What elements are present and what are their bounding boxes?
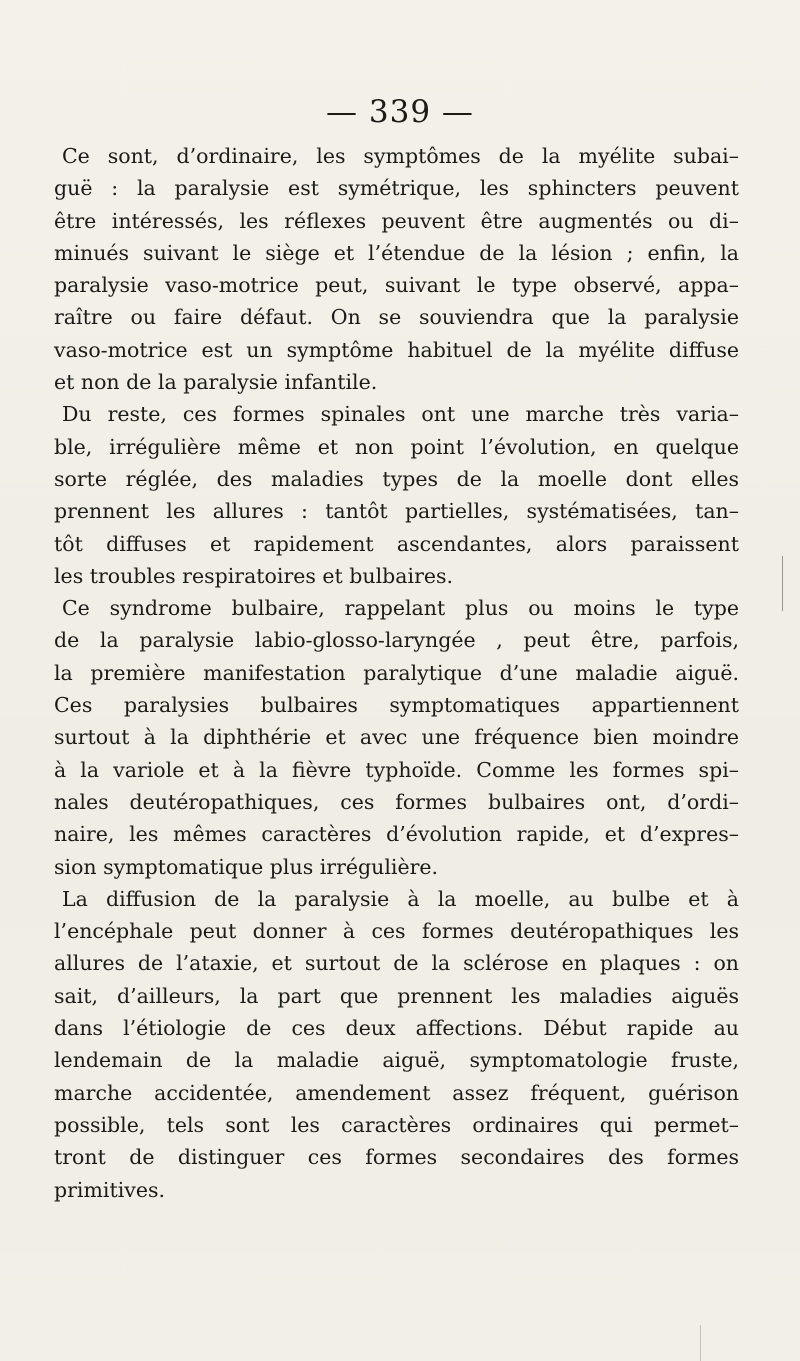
text-line: surtout à la diphthérie et avec une fréquence bien moindre xyxy=(54,725,739,750)
text-line: l’encéphale peut donner à ces formes deutéropathiques les xyxy=(54,919,739,944)
paragraph-3 xyxy=(54,592,739,883)
text-line: vaso-motrice est un symptôme habituel de la myélite diffuse xyxy=(54,337,739,362)
paragraph-1 xyxy=(54,140,739,398)
page-edge-mark xyxy=(782,556,783,611)
text-line: allures de l’ataxie, et surtout de la sclérose en plaques : on xyxy=(54,951,739,976)
body-text xyxy=(54,140,739,1206)
text-line: La diffusion de la paralysie à la moelle, au bulbe et à xyxy=(62,886,739,911)
text-line: sait, d’ailleurs, la part que prennent les maladies aiguës xyxy=(54,983,739,1008)
text-line: Ces paralysies bulbaires symptomatiques appartiennent xyxy=(54,693,739,718)
text-line: sorte réglée, des maladies types de la moelle dont elles xyxy=(54,466,739,491)
text-line: possible, tels sont les caractères ordinaires qui permet– xyxy=(54,1112,739,1137)
text-line: tôt diffuses et rapidement ascendantes, alors paraissent xyxy=(54,531,739,556)
text-line: minués suivant le siège et l’étendue de la lésion ; enfin, la xyxy=(54,240,739,265)
text-line: ble, irrégulière même et non point l’évolution, en quelque xyxy=(54,434,739,459)
text-line: dans l’étiologie de ces deux affections. Début rapide au xyxy=(54,1016,739,1041)
text-line: lendemain de la maladie aiguë, symptomatologie fruste, xyxy=(54,1048,739,1073)
text-line: prennent les allures : tantôt partielles, systématisées, tan– xyxy=(54,499,739,524)
text-line: la première manifestation paralytique d’une maladie aiguë. xyxy=(54,660,739,685)
page-number: — 339 — xyxy=(326,94,474,130)
paragraph-2 xyxy=(54,398,739,592)
text-line: sion symptomatique plus irrégulière. xyxy=(54,854,439,879)
text-line: les troubles respiratoires et bulbaires. xyxy=(54,563,454,588)
paragraph-4 xyxy=(54,883,739,1206)
text-line: Du reste, ces formes spinales ont une marche très varia– xyxy=(62,402,739,427)
text-line: Ce syndrome bulbaire, rappelant plus ou moins le type xyxy=(62,596,739,621)
text-line: nales deutéropathiques, ces formes bulbaires ont, d’ordi– xyxy=(54,789,739,814)
text-line: raître ou faire défaut. On se souviendra que la paralysie xyxy=(54,305,739,330)
text-line: de la paralysie labio-glosso-laryngée , peut être, parfois, xyxy=(54,628,739,653)
page-edge-mark xyxy=(700,1325,701,1361)
text-line: Ce sont, d’ordinaire, les symptômes de la myélite subai– xyxy=(62,144,739,168)
text-line: marche accidentée, amendement assez fréquent, guérison xyxy=(54,1080,739,1105)
text-line: à la variole et à la fièvre typhoïde. Comme les formes spi– xyxy=(54,757,739,782)
text-line: paralysie vaso-motrice peut, suivant le type observé, appa– xyxy=(54,273,739,298)
text-line: naire, les mêmes caractères d’évolution rapide, et d’expres– xyxy=(54,822,739,847)
text-line: guë : la paralysie est symétrique, les sphincters peuvent xyxy=(54,176,739,201)
text-line: tront de distinguer ces formes secondaires des formes xyxy=(54,1145,739,1170)
text-line: primitives. xyxy=(54,1177,166,1202)
text-line: et non de la paralysie infantile. xyxy=(54,370,378,395)
text-line: être intéressés, les réflexes peuvent être augmentés ou di– xyxy=(54,208,739,233)
